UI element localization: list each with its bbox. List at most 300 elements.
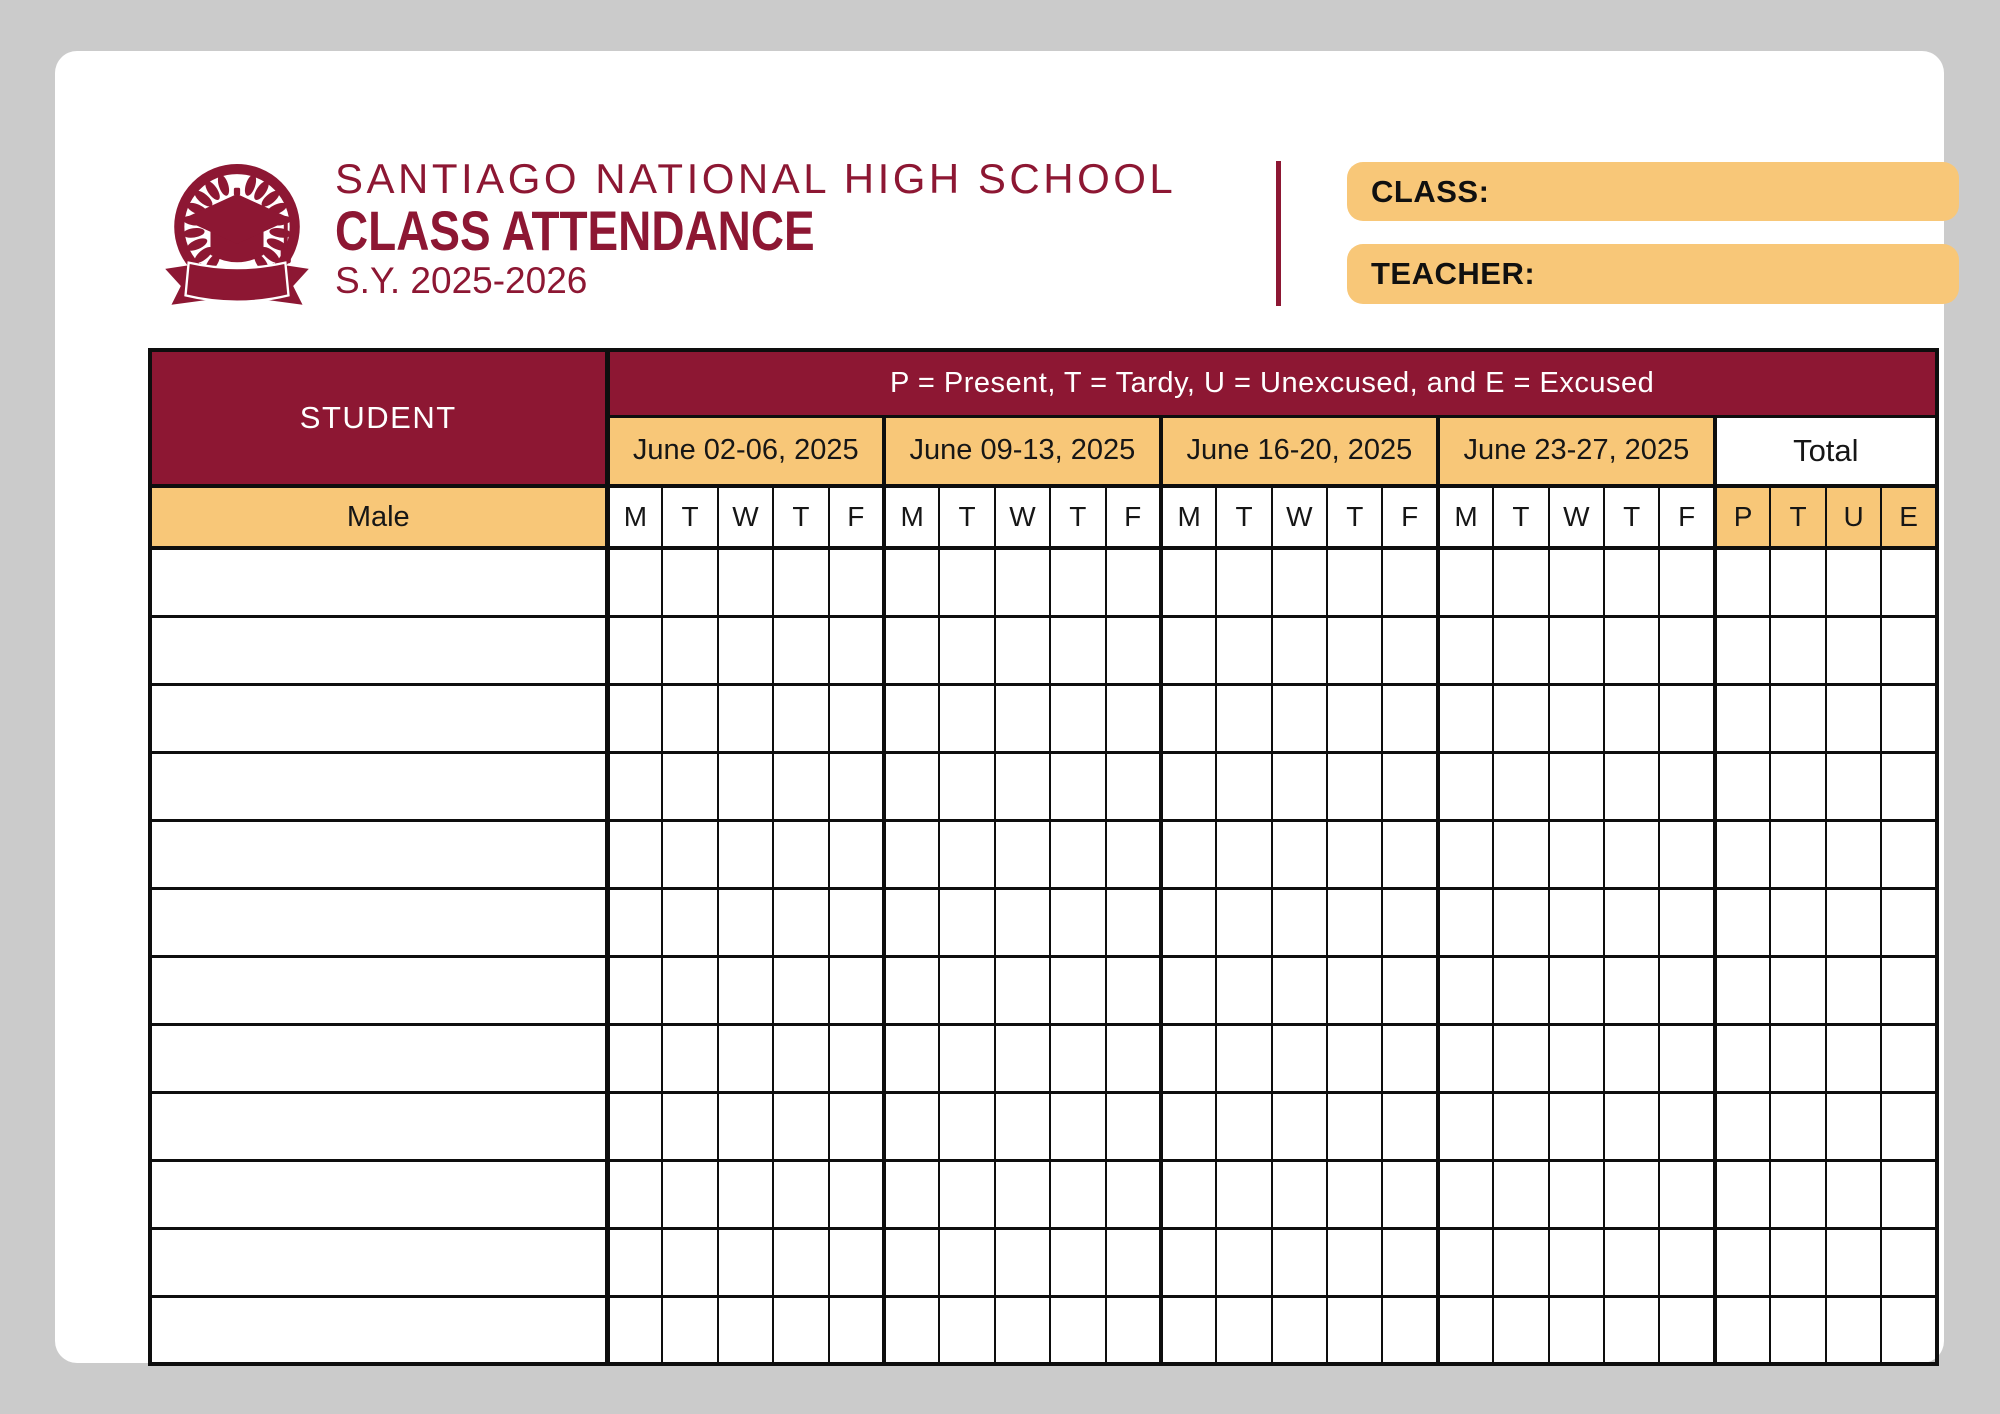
total-cell[interactable] bbox=[1715, 820, 1771, 888]
attendance-cell[interactable] bbox=[1161, 1296, 1216, 1364]
attendance-cell[interactable] bbox=[1050, 888, 1105, 956]
attendance-cell[interactable] bbox=[995, 956, 1050, 1024]
attendance-cell[interactable] bbox=[1493, 956, 1548, 1024]
total-cell[interactable] bbox=[1826, 1228, 1882, 1296]
attendance-cell[interactable] bbox=[607, 820, 662, 888]
attendance-cell[interactable] bbox=[1382, 616, 1437, 684]
attendance-cell[interactable] bbox=[1050, 684, 1105, 752]
attendance-cell[interactable] bbox=[1327, 888, 1382, 956]
attendance-cell[interactable] bbox=[773, 1024, 828, 1092]
student-name-cell[interactable] bbox=[150, 1092, 607, 1160]
attendance-cell[interactable] bbox=[1106, 1296, 1161, 1364]
attendance-cell[interactable] bbox=[1050, 820, 1105, 888]
attendance-cell[interactable] bbox=[1549, 1296, 1604, 1364]
total-cell[interactable] bbox=[1881, 1296, 1937, 1364]
attendance-cell[interactable] bbox=[829, 1296, 884, 1364]
total-cell[interactable] bbox=[1826, 548, 1882, 616]
attendance-cell[interactable] bbox=[1327, 1092, 1382, 1160]
attendance-cell[interactable] bbox=[773, 1092, 828, 1160]
attendance-cell[interactable] bbox=[718, 1024, 773, 1092]
attendance-cell[interactable] bbox=[1106, 1092, 1161, 1160]
attendance-cell[interactable] bbox=[1327, 820, 1382, 888]
attendance-cell[interactable] bbox=[1604, 684, 1659, 752]
student-name-cell[interactable] bbox=[150, 1228, 607, 1296]
total-cell[interactable] bbox=[1826, 616, 1882, 684]
attendance-cell[interactable] bbox=[884, 548, 939, 616]
attendance-cell[interactable] bbox=[829, 1092, 884, 1160]
total-cell[interactable] bbox=[1770, 1024, 1826, 1092]
attendance-cell[interactable] bbox=[607, 548, 662, 616]
student-name-cell[interactable] bbox=[150, 752, 607, 820]
attendance-cell[interactable] bbox=[1659, 888, 1714, 956]
attendance-cell[interactable] bbox=[1272, 1160, 1327, 1228]
attendance-cell[interactable] bbox=[939, 1024, 994, 1092]
attendance-cell[interactable] bbox=[1050, 1024, 1105, 1092]
attendance-cell[interactable] bbox=[607, 1160, 662, 1228]
student-name-cell[interactable] bbox=[150, 616, 607, 684]
attendance-cell[interactable] bbox=[1604, 956, 1659, 1024]
attendance-cell[interactable] bbox=[1216, 820, 1271, 888]
total-cell[interactable] bbox=[1770, 752, 1826, 820]
attendance-cell[interactable] bbox=[884, 684, 939, 752]
total-cell[interactable] bbox=[1826, 888, 1882, 956]
attendance-cell[interactable] bbox=[607, 1092, 662, 1160]
attendance-cell[interactable] bbox=[773, 820, 828, 888]
total-cell[interactable] bbox=[1881, 1228, 1937, 1296]
attendance-cell[interactable] bbox=[1493, 548, 1548, 616]
attendance-cell[interactable] bbox=[773, 548, 828, 616]
attendance-cell[interactable] bbox=[1438, 616, 1493, 684]
attendance-cell[interactable] bbox=[1438, 956, 1493, 1024]
attendance-cell[interactable] bbox=[1382, 548, 1437, 616]
total-cell[interactable] bbox=[1826, 1092, 1882, 1160]
attendance-cell[interactable] bbox=[1272, 888, 1327, 956]
attendance-cell[interactable] bbox=[1216, 1160, 1271, 1228]
attendance-cell[interactable] bbox=[718, 1092, 773, 1160]
attendance-cell[interactable] bbox=[662, 956, 717, 1024]
attendance-cell[interactable] bbox=[1106, 1228, 1161, 1296]
total-cell[interactable] bbox=[1826, 820, 1882, 888]
attendance-cell[interactable] bbox=[1659, 1228, 1714, 1296]
attendance-cell[interactable] bbox=[1106, 820, 1161, 888]
attendance-cell[interactable] bbox=[939, 684, 994, 752]
attendance-cell[interactable] bbox=[1493, 752, 1548, 820]
attendance-cell[interactable] bbox=[995, 684, 1050, 752]
attendance-cell[interactable] bbox=[718, 752, 773, 820]
attendance-cell[interactable] bbox=[1604, 1160, 1659, 1228]
total-cell[interactable] bbox=[1881, 548, 1937, 616]
total-cell[interactable] bbox=[1770, 1092, 1826, 1160]
attendance-cell[interactable] bbox=[1604, 1024, 1659, 1092]
attendance-cell[interactable] bbox=[939, 888, 994, 956]
attendance-cell[interactable] bbox=[884, 752, 939, 820]
attendance-cell[interactable] bbox=[1216, 684, 1271, 752]
student-name-cell[interactable] bbox=[150, 684, 607, 752]
attendance-cell[interactable] bbox=[1272, 956, 1327, 1024]
attendance-cell[interactable] bbox=[1659, 684, 1714, 752]
attendance-cell[interactable] bbox=[718, 548, 773, 616]
attendance-cell[interactable] bbox=[1161, 820, 1216, 888]
attendance-cell[interactable] bbox=[995, 1296, 1050, 1364]
attendance-cell[interactable] bbox=[1216, 548, 1271, 616]
attendance-cell[interactable] bbox=[1604, 888, 1659, 956]
attendance-cell[interactable] bbox=[773, 1296, 828, 1364]
attendance-cell[interactable] bbox=[1272, 820, 1327, 888]
attendance-cell[interactable] bbox=[884, 956, 939, 1024]
total-cell[interactable] bbox=[1881, 956, 1937, 1024]
attendance-cell[interactable] bbox=[662, 1092, 717, 1160]
total-cell[interactable] bbox=[1881, 752, 1937, 820]
attendance-cell[interactable] bbox=[1106, 1160, 1161, 1228]
attendance-cell[interactable] bbox=[1272, 1092, 1327, 1160]
attendance-cell[interactable] bbox=[1382, 888, 1437, 956]
attendance-cell[interactable] bbox=[884, 1024, 939, 1092]
attendance-cell[interactable] bbox=[1272, 1228, 1327, 1296]
attendance-cell[interactable] bbox=[1272, 752, 1327, 820]
class-field[interactable] bbox=[1347, 162, 1959, 221]
attendance-cell[interactable] bbox=[1327, 956, 1382, 1024]
total-cell[interactable] bbox=[1770, 888, 1826, 956]
attendance-cell[interactable] bbox=[1050, 1228, 1105, 1296]
student-name-cell[interactable] bbox=[150, 1024, 607, 1092]
attendance-cell[interactable] bbox=[1382, 956, 1437, 1024]
attendance-cell[interactable] bbox=[1659, 956, 1714, 1024]
total-cell[interactable] bbox=[1770, 548, 1826, 616]
total-cell[interactable] bbox=[1770, 684, 1826, 752]
attendance-cell[interactable] bbox=[1272, 1296, 1327, 1364]
attendance-cell[interactable] bbox=[1549, 548, 1604, 616]
attendance-cell[interactable] bbox=[1604, 1296, 1659, 1364]
attendance-cell[interactable] bbox=[1272, 548, 1327, 616]
attendance-cell[interactable] bbox=[939, 820, 994, 888]
attendance-cell[interactable] bbox=[607, 1296, 662, 1364]
attendance-cell[interactable] bbox=[884, 1092, 939, 1160]
attendance-cell[interactable] bbox=[718, 1160, 773, 1228]
attendance-cell[interactable] bbox=[995, 1160, 1050, 1228]
attendance-cell[interactable] bbox=[1604, 616, 1659, 684]
attendance-cell[interactable] bbox=[1493, 684, 1548, 752]
attendance-cell[interactable] bbox=[1659, 548, 1714, 616]
attendance-cell[interactable] bbox=[773, 1160, 828, 1228]
attendance-cell[interactable] bbox=[718, 956, 773, 1024]
attendance-cell[interactable] bbox=[773, 684, 828, 752]
attendance-cell[interactable] bbox=[1549, 820, 1604, 888]
attendance-cell[interactable] bbox=[1216, 1296, 1271, 1364]
attendance-cell[interactable] bbox=[1050, 616, 1105, 684]
attendance-cell[interactable] bbox=[995, 616, 1050, 684]
attendance-cell[interactable] bbox=[1549, 684, 1604, 752]
attendance-cell[interactable] bbox=[1493, 1024, 1548, 1092]
attendance-cell[interactable] bbox=[1604, 1228, 1659, 1296]
total-cell[interactable] bbox=[1715, 1160, 1771, 1228]
attendance-cell[interactable] bbox=[1549, 888, 1604, 956]
attendance-cell[interactable] bbox=[718, 888, 773, 956]
attendance-cell[interactable] bbox=[1493, 616, 1548, 684]
total-cell[interactable] bbox=[1770, 1228, 1826, 1296]
attendance-cell[interactable] bbox=[884, 1228, 939, 1296]
attendance-cell[interactable] bbox=[995, 1024, 1050, 1092]
total-cell[interactable] bbox=[1770, 1160, 1826, 1228]
total-cell[interactable] bbox=[1770, 1296, 1826, 1364]
attendance-cell[interactable] bbox=[718, 1296, 773, 1364]
attendance-cell[interactable] bbox=[607, 752, 662, 820]
student-name-cell[interactable] bbox=[150, 888, 607, 956]
attendance-cell[interactable] bbox=[662, 1296, 717, 1364]
total-cell[interactable] bbox=[1770, 956, 1826, 1024]
attendance-cell[interactable] bbox=[1272, 1024, 1327, 1092]
attendance-cell[interactable] bbox=[662, 616, 717, 684]
attendance-cell[interactable] bbox=[1493, 1160, 1548, 1228]
attendance-cell[interactable] bbox=[1382, 1092, 1437, 1160]
attendance-cell[interactable] bbox=[1549, 1024, 1604, 1092]
attendance-cell[interactable] bbox=[1493, 1296, 1548, 1364]
total-cell[interactable] bbox=[1715, 888, 1771, 956]
attendance-cell[interactable] bbox=[1327, 1228, 1382, 1296]
attendance-cell[interactable] bbox=[1216, 1024, 1271, 1092]
attendance-cell[interactable] bbox=[773, 1228, 828, 1296]
attendance-cell[interactable] bbox=[607, 1024, 662, 1092]
attendance-cell[interactable] bbox=[1161, 1228, 1216, 1296]
attendance-cell[interactable] bbox=[939, 1092, 994, 1160]
total-cell[interactable] bbox=[1715, 1024, 1771, 1092]
attendance-cell[interactable] bbox=[1382, 1228, 1437, 1296]
attendance-cell[interactable] bbox=[884, 820, 939, 888]
attendance-cell[interactable] bbox=[829, 752, 884, 820]
attendance-cell[interactable] bbox=[829, 820, 884, 888]
attendance-cell[interactable] bbox=[1216, 888, 1271, 956]
attendance-cell[interactable] bbox=[1327, 548, 1382, 616]
attendance-cell[interactable] bbox=[1327, 616, 1382, 684]
attendance-cell[interactable] bbox=[662, 1024, 717, 1092]
total-cell[interactable] bbox=[1715, 752, 1771, 820]
attendance-cell[interactable] bbox=[1216, 1228, 1271, 1296]
attendance-cell[interactable] bbox=[1438, 1228, 1493, 1296]
attendance-cell[interactable] bbox=[1327, 684, 1382, 752]
attendance-cell[interactable] bbox=[1327, 1024, 1382, 1092]
attendance-cell[interactable] bbox=[1382, 1024, 1437, 1092]
total-cell[interactable] bbox=[1881, 888, 1937, 956]
attendance-cell[interactable] bbox=[1161, 752, 1216, 820]
attendance-cell[interactable] bbox=[1106, 548, 1161, 616]
attendance-cell[interactable] bbox=[939, 1228, 994, 1296]
attendance-cell[interactable] bbox=[1549, 1092, 1604, 1160]
attendance-cell[interactable] bbox=[939, 548, 994, 616]
attendance-cell[interactable] bbox=[1161, 956, 1216, 1024]
total-cell[interactable] bbox=[1881, 1092, 1937, 1160]
attendance-cell[interactable] bbox=[1438, 548, 1493, 616]
attendance-cell[interactable] bbox=[1438, 888, 1493, 956]
attendance-cell[interactable] bbox=[1382, 1160, 1437, 1228]
total-cell[interactable] bbox=[1715, 1092, 1771, 1160]
attendance-cell[interactable] bbox=[1438, 820, 1493, 888]
attendance-cell[interactable] bbox=[1050, 1296, 1105, 1364]
teacher-field[interactable] bbox=[1347, 244, 1959, 304]
attendance-cell[interactable] bbox=[1493, 1092, 1548, 1160]
attendance-cell[interactable] bbox=[718, 684, 773, 752]
attendance-cell[interactable] bbox=[939, 752, 994, 820]
attendance-cell[interactable] bbox=[1438, 1092, 1493, 1160]
attendance-cell[interactable] bbox=[1050, 548, 1105, 616]
attendance-cell[interactable] bbox=[607, 956, 662, 1024]
attendance-cell[interactable] bbox=[995, 888, 1050, 956]
total-cell[interactable] bbox=[1715, 548, 1771, 616]
attendance-cell[interactable] bbox=[1161, 1024, 1216, 1092]
attendance-cell[interactable] bbox=[1272, 684, 1327, 752]
attendance-cell[interactable] bbox=[773, 616, 828, 684]
attendance-cell[interactable] bbox=[1050, 956, 1105, 1024]
total-cell[interactable] bbox=[1826, 684, 1882, 752]
attendance-cell[interactable] bbox=[1050, 752, 1105, 820]
attendance-cell[interactable] bbox=[995, 548, 1050, 616]
attendance-cell[interactable] bbox=[718, 616, 773, 684]
attendance-cell[interactable] bbox=[1659, 1024, 1714, 1092]
total-cell[interactable] bbox=[1715, 684, 1771, 752]
attendance-cell[interactable] bbox=[607, 888, 662, 956]
attendance-cell[interactable] bbox=[884, 616, 939, 684]
attendance-cell[interactable] bbox=[1327, 752, 1382, 820]
attendance-cell[interactable] bbox=[939, 1296, 994, 1364]
attendance-cell[interactable] bbox=[1161, 684, 1216, 752]
attendance-cell[interactable] bbox=[939, 956, 994, 1024]
attendance-cell[interactable] bbox=[1604, 820, 1659, 888]
total-cell[interactable] bbox=[1770, 616, 1826, 684]
attendance-cell[interactable] bbox=[995, 1228, 1050, 1296]
attendance-cell[interactable] bbox=[1216, 616, 1271, 684]
total-cell[interactable] bbox=[1881, 820, 1937, 888]
attendance-cell[interactable] bbox=[1106, 752, 1161, 820]
attendance-cell[interactable] bbox=[829, 684, 884, 752]
total-cell[interactable] bbox=[1826, 1160, 1882, 1228]
attendance-cell[interactable] bbox=[1604, 752, 1659, 820]
attendance-cell[interactable] bbox=[1327, 1160, 1382, 1228]
total-cell[interactable] bbox=[1826, 1024, 1882, 1092]
total-cell[interactable] bbox=[1715, 1296, 1771, 1364]
attendance-cell[interactable] bbox=[1549, 1160, 1604, 1228]
attendance-cell[interactable] bbox=[607, 616, 662, 684]
attendance-cell[interactable] bbox=[773, 752, 828, 820]
attendance-cell[interactable] bbox=[1106, 684, 1161, 752]
attendance-cell[interactable] bbox=[995, 752, 1050, 820]
student-name-cell[interactable] bbox=[150, 1160, 607, 1228]
attendance-cell[interactable] bbox=[1161, 888, 1216, 956]
attendance-cell[interactable] bbox=[662, 548, 717, 616]
attendance-cell[interactable] bbox=[1161, 1160, 1216, 1228]
attendance-cell[interactable] bbox=[662, 1228, 717, 1296]
attendance-cell[interactable] bbox=[884, 888, 939, 956]
attendance-cell[interactable] bbox=[1216, 956, 1271, 1024]
attendance-cell[interactable] bbox=[1549, 752, 1604, 820]
attendance-cell[interactable] bbox=[884, 1296, 939, 1364]
attendance-cell[interactable] bbox=[773, 956, 828, 1024]
attendance-cell[interactable] bbox=[829, 956, 884, 1024]
attendance-cell[interactable] bbox=[718, 1228, 773, 1296]
total-cell[interactable] bbox=[1881, 1160, 1937, 1228]
attendance-cell[interactable] bbox=[1106, 1024, 1161, 1092]
attendance-cell[interactable] bbox=[995, 1092, 1050, 1160]
attendance-cell[interactable] bbox=[1438, 752, 1493, 820]
total-cell[interactable] bbox=[1715, 616, 1771, 684]
attendance-cell[interactable] bbox=[829, 888, 884, 956]
total-cell[interactable] bbox=[1881, 684, 1937, 752]
student-name-cell[interactable] bbox=[150, 1296, 607, 1364]
attendance-cell[interactable] bbox=[829, 1160, 884, 1228]
attendance-cell[interactable] bbox=[1659, 752, 1714, 820]
attendance-cell[interactable] bbox=[1438, 1160, 1493, 1228]
attendance-cell[interactable] bbox=[1659, 616, 1714, 684]
attendance-cell[interactable] bbox=[662, 1160, 717, 1228]
attendance-cell[interactable] bbox=[1216, 1092, 1271, 1160]
attendance-cell[interactable] bbox=[1106, 888, 1161, 956]
attendance-cell[interactable] bbox=[1050, 1160, 1105, 1228]
attendance-cell[interactable] bbox=[1659, 1092, 1714, 1160]
attendance-cell[interactable] bbox=[1493, 820, 1548, 888]
attendance-cell[interactable] bbox=[829, 1024, 884, 1092]
attendance-cell[interactable] bbox=[1161, 1092, 1216, 1160]
attendance-cell[interactable] bbox=[1382, 752, 1437, 820]
attendance-cell[interactable] bbox=[939, 616, 994, 684]
attendance-cell[interactable] bbox=[829, 616, 884, 684]
attendance-cell[interactable] bbox=[1438, 684, 1493, 752]
total-cell[interactable] bbox=[1770, 820, 1826, 888]
attendance-cell[interactable] bbox=[1549, 1228, 1604, 1296]
attendance-cell[interactable] bbox=[1659, 820, 1714, 888]
attendance-cell[interactable] bbox=[1604, 548, 1659, 616]
attendance-cell[interactable] bbox=[1493, 888, 1548, 956]
attendance-cell[interactable] bbox=[1659, 1296, 1714, 1364]
attendance-cell[interactable] bbox=[829, 548, 884, 616]
attendance-cell[interactable] bbox=[718, 820, 773, 888]
attendance-cell[interactable] bbox=[884, 1160, 939, 1228]
attendance-cell[interactable] bbox=[1327, 1296, 1382, 1364]
student-name-cell[interactable] bbox=[150, 548, 607, 616]
total-cell[interactable] bbox=[1826, 752, 1882, 820]
attendance-cell[interactable] bbox=[1438, 1024, 1493, 1092]
student-name-cell[interactable] bbox=[150, 956, 607, 1024]
attendance-cell[interactable] bbox=[1382, 684, 1437, 752]
total-cell[interactable] bbox=[1715, 956, 1771, 1024]
total-cell[interactable] bbox=[1881, 1024, 1937, 1092]
attendance-cell[interactable] bbox=[607, 684, 662, 752]
total-cell[interactable] bbox=[1881, 616, 1937, 684]
attendance-cell[interactable] bbox=[662, 684, 717, 752]
attendance-cell[interactable] bbox=[1549, 956, 1604, 1024]
attendance-cell[interactable] bbox=[662, 820, 717, 888]
total-cell[interactable] bbox=[1826, 956, 1882, 1024]
student-name-cell[interactable] bbox=[150, 820, 607, 888]
attendance-cell[interactable] bbox=[1272, 616, 1327, 684]
attendance-cell[interactable] bbox=[939, 1160, 994, 1228]
attendance-cell[interactable] bbox=[773, 888, 828, 956]
attendance-cell[interactable] bbox=[662, 752, 717, 820]
attendance-cell[interactable] bbox=[1106, 956, 1161, 1024]
attendance-cell[interactable] bbox=[662, 888, 717, 956]
attendance-cell[interactable] bbox=[1549, 616, 1604, 684]
attendance-cell[interactable] bbox=[1659, 1160, 1714, 1228]
attendance-cell[interactable] bbox=[1216, 752, 1271, 820]
attendance-cell[interactable] bbox=[1438, 1296, 1493, 1364]
attendance-cell[interactable] bbox=[1382, 820, 1437, 888]
attendance-cell[interactable] bbox=[1161, 616, 1216, 684]
attendance-cell[interactable] bbox=[1050, 1092, 1105, 1160]
attendance-cell[interactable] bbox=[995, 820, 1050, 888]
total-cell[interactable] bbox=[1826, 1296, 1882, 1364]
total-cell[interactable] bbox=[1715, 1228, 1771, 1296]
attendance-cell[interactable] bbox=[1493, 1228, 1548, 1296]
attendance-cell[interactable] bbox=[1161, 548, 1216, 616]
attendance-cell[interactable] bbox=[1382, 1296, 1437, 1364]
attendance-cell[interactable] bbox=[1106, 616, 1161, 684]
attendance-cell[interactable] bbox=[607, 1228, 662, 1296]
